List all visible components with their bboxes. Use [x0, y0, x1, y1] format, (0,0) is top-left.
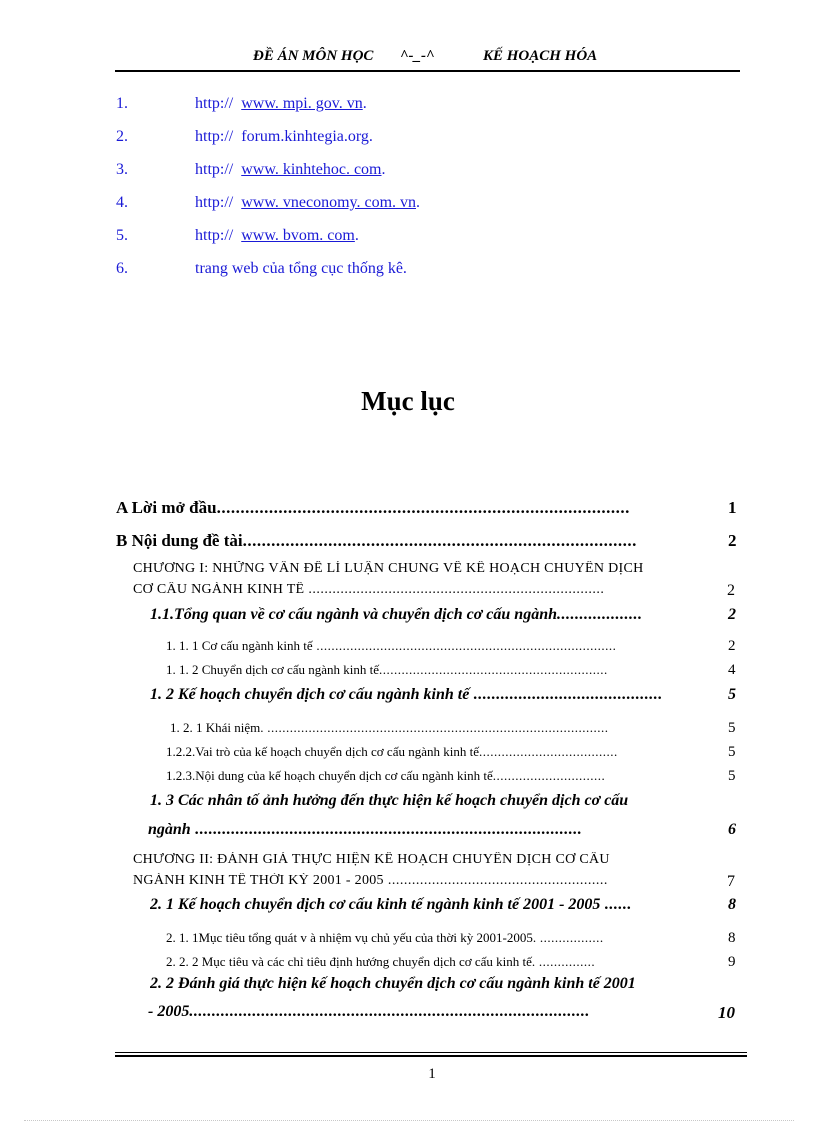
toc-entry-page: 10 — [718, 1003, 735, 1021]
toc-entry-page: 5 — [728, 686, 736, 703]
toc-entry-text: CƠ CẤU NGÀNH KINH TẾ — [133, 582, 305, 597]
reference-number: 6. — [116, 260, 128, 277]
footer-divider — [115, 1055, 747, 1057]
toc-entry-page: 5 — [728, 744, 736, 760]
header-right: KẾ HOẠCH HÓA — [483, 48, 598, 64]
toc-entry-page: 8 — [728, 896, 736, 913]
toc-entry-page: 8 — [728, 930, 736, 946]
toc-entry-page: 9 — [728, 954, 736, 970]
header-left: ĐỀ ÁN MÔN HỌC — [253, 48, 374, 64]
toc-entry-page: 1 — [728, 498, 737, 517]
toc-entry-text: 1. 2 Kế hoạch chuyển dịch cơ cấu ngành kinh tế — [150, 686, 470, 703]
toc-entry-page: 2 — [728, 638, 736, 654]
toc-entry[interactable]: NGÀNH KINH TẾ THỜI KỲ 2001 - 2005 ....................................................... 7 — [133, 873, 736, 889]
reference-number: 5. — [116, 227, 128, 244]
toc-entry[interactable]: A Lời mở đầu....................................................................................... 1 — [116, 498, 737, 517]
toc-entry[interactable]: B Nội dung đề tài................................................................................... 2 — [116, 531, 737, 550]
toc-entry-text: 1. 1. 1 Cơ cấu ngành kinh tế — [166, 638, 313, 653]
reference-number: 2. — [116, 128, 128, 145]
toc-entry-page: 2 — [728, 606, 736, 623]
reference-link[interactable]: www. mpi. gov. vn — [241, 95, 363, 112]
toc-entry[interactable]: 1. 1. 1 Cơ cấu ngành kinh tế ................................................................................ 2 — [166, 638, 736, 654]
reference-suffix: . — [416, 194, 421, 211]
toc-entry[interactable]: ngành ...................................................................................... 6 — [148, 821, 736, 838]
toc-entry-text: 1.2.3.Nội dung của kế hoạch chuyển dịch cơ cấu ngành kinh tế — [166, 768, 493, 783]
toc-entry[interactable]: 1. 1. 2 Chuyển dịch cơ cấu ngành kinh tế............................................................. 4 — [166, 662, 736, 678]
reference-prefix: http:// — [195, 95, 234, 112]
reference-number: 1. — [116, 95, 128, 112]
toc-entry-page: 2 — [728, 531, 737, 550]
toc-entry-text: 2. 1 Kế hoạch chuyển dịch cơ cấu kinh tế ngành kinh tế 2001 - 2005 — [150, 896, 601, 913]
toc-entry[interactable] — [133, 852, 743, 868]
toc-entry[interactable] — [133, 561, 743, 577]
toc-entry-text: 2. 2. 2 Mục tiêu và các chỉ tiêu định hướng chuyển dịch cơ cấu kinh tế. — [166, 954, 536, 969]
reference-link[interactable]: forum.kinhtegia.org — [241, 128, 369, 145]
toc-entry-page: 4 — [728, 662, 736, 678]
reference-prefix: http:// — [195, 194, 234, 211]
toc-entry-text: 1.1.Tổng quan về cơ cấu ngành và chuyển dịch cơ cấu ngành — [150, 606, 557, 623]
page-edge-divider — [24, 1120, 794, 1121]
toc-entry[interactable]: 1.1.Tổng quan về cơ cấu ngành và chuyển dịch cơ cấu ngành................... 2 — [150, 606, 736, 623]
header-middle: ^-_-^ — [400, 48, 435, 64]
reference-prefix: http:// — [195, 161, 234, 178]
toc-entry[interactable]: - 2005......................................................................................... 10 — [148, 1003, 735, 1021]
toc-entry-text: ngành — [148, 821, 191, 838]
toc-entry[interactable]: 2. 1. 1Mục tiêu tổng quát v à nhiệm vụ chủ yếu của thời kỳ 2001-2005. ................. 8 — [166, 930, 736, 946]
reference-link[interactable]: www. vneconomy. com. vn — [241, 194, 417, 211]
toc-entry-text: 2. 2 Đánh giá thực hiện kế hoạch chuyển dịch cơ cấu ngành kinh tế 2001 — [150, 975, 636, 992]
toc-entry[interactable]: 2. 1 Kế hoạch chuyển dịch cơ cấu kinh tế ngành kinh tế 2001 - 2005 ...... 8 — [150, 896, 736, 913]
toc-entry-page: 2 — [727, 582, 736, 598]
reference-suffix: . — [362, 95, 367, 112]
page-header — [115, 48, 740, 72]
reference-suffix: . — [381, 161, 386, 178]
toc-entry[interactable]: 1. 2 Kế hoạch chuyển dịch cơ cấu ngành kinh tế .......................................... 5 — [150, 686, 736, 703]
footer-divider — [115, 1052, 747, 1053]
toc-entry-page: 7 — [727, 873, 736, 889]
toc-entry[interactable]: 1.2.3.Nội dung của kế hoạch chuyển dịch cơ cấu ngành kinh tế.............................. 5 — [166, 768, 736, 784]
toc-entry-text: A Lời mở đầu — [116, 498, 217, 517]
reference-prefix: http:// — [195, 227, 234, 244]
toc-entry[interactable] — [150, 975, 750, 993]
toc-entry-text: CHƯƠNG II: ĐÁNH GIÁ THỰC HIỆN KẾ HOẠCH CHUYỂN DỊCH CƠ CẤU — [133, 852, 610, 867]
toc-entry-text: CHƯƠNG I: NHỮNG VẤN ĐỀ LÍ LUẬN CHUNG VỀ KẾ HOẠCH CHUYỂN DỊCH — [133, 561, 644, 576]
reference-suffix: . — [368, 128, 373, 145]
page-number: 1 — [428, 1066, 436, 1082]
toc-entry[interactable]: 2. 2. 2 Mục tiêu và các chỉ tiêu định hướng chuyển dịch cơ cấu kinh tế. ............... 9 — [166, 954, 736, 970]
toc-entry-page: 5 — [728, 720, 736, 736]
toc-entry-page: 6 — [728, 821, 736, 838]
toc-entry[interactable]: 1. 2. 1 Khái niệm. ........................................................................................... 5 — [170, 720, 736, 736]
toc-entry-text: 2. 1. 1Mục tiêu tổng quát v à nhiệm vụ chủ yếu của thời kỳ 2001-2005. — [166, 930, 537, 945]
reference-text: trang web của tổng cục thống kê. — [195, 260, 407, 277]
reference-link[interactable]: www. kinhtehoc. com — [241, 161, 382, 178]
reference-suffix: . — [354, 227, 359, 244]
toc-entry-text: 1.2.2.Vai trò của kế hoạch chuyển dịch cơ cấu ngành kinh tế — [166, 744, 479, 759]
toc-entry-text: 1. 2. 1 Khái niệm. — [170, 720, 264, 735]
reference-prefix: http:// — [195, 128, 234, 145]
toc-entry-text: 1. 3 Các nhân tố ảnh hưởng đến thực hiện kế hoạch chuyển dịch cơ cấu — [150, 792, 629, 809]
toc-entry-text: - 2005 — [148, 1003, 190, 1020]
toc-entry-text: NGÀNH KINH TẾ THỜI KỲ 2001 - 2005 — [133, 873, 384, 888]
reference-link[interactable]: www. bvom. com — [241, 227, 355, 244]
toc-title: Mục lục — [361, 386, 455, 416]
toc-entry[interactable]: 1.2.2.Vai trò của kế hoạch chuyển dịch cơ cấu ngành kinh tế..................................... 5 — [166, 744, 736, 760]
toc-entry-text: B Nội dung đề tài — [116, 531, 243, 550]
toc-entry-page: 5 — [728, 768, 736, 784]
toc-entry-text: 1. 1. 2 Chuyển dịch cơ cấu ngành kinh tế — [166, 662, 380, 677]
reference-number: 3. — [116, 161, 128, 178]
toc-entry[interactable]: CƠ CẤU NGÀNH KINH TẾ .......................................................................... 2 — [133, 582, 736, 598]
reference-number: 4. — [116, 194, 128, 211]
toc-entry[interactable] — [150, 792, 760, 810]
